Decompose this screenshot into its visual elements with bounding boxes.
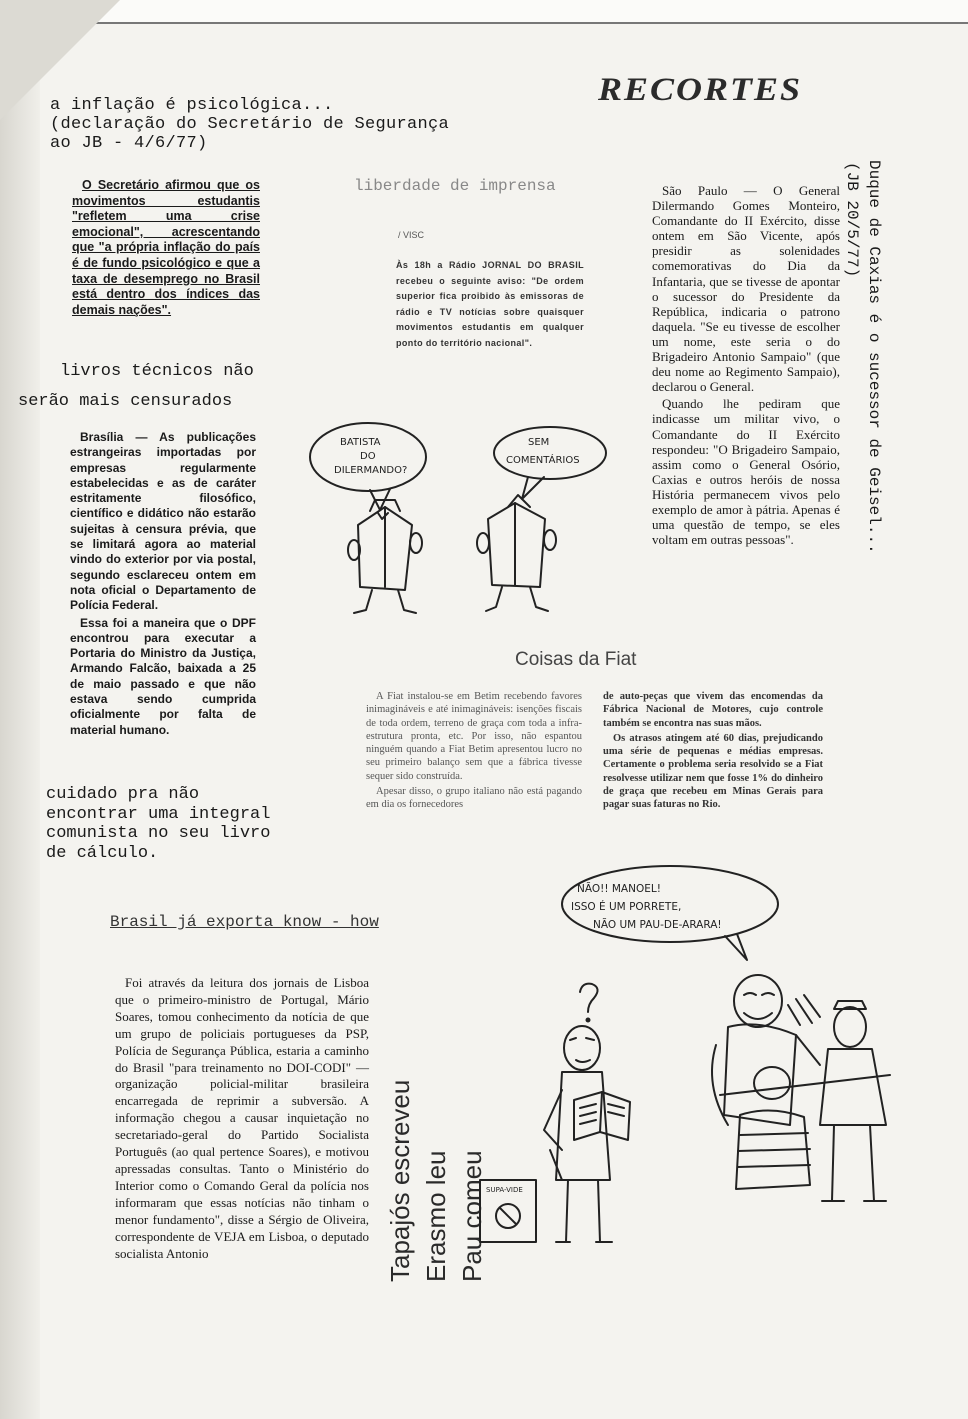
- inflation-quote-line1: a inflação é psicológica...: [50, 96, 334, 115]
- cuidado-line1: cuidado pra não: [46, 785, 200, 804]
- cartoon-newspaper-readers: [300, 415, 620, 625]
- folded-top-edge: [80, 0, 968, 24]
- caxias-line2: (JB 20/5/77): [843, 162, 861, 278]
- secretario-clip: [72, 178, 260, 320]
- cartoon-reading-figure: [470, 980, 670, 1260]
- fiat-title: Coisas da Fiat: [515, 649, 637, 670]
- balloon-left-line2: DO: [360, 451, 376, 462]
- inflation-quote-line3: ao JB - 4/6/77): [50, 134, 208, 153]
- balloon-right-line1: SEM: [528, 437, 550, 448]
- know-how-text: Foi através da leitura dos jornais de Lisboa que o primeiro-ministro de Portugal, Mário Soares, tomou conhecimento da notícia de que um grupo de policiais portugueses da PSP, Polícia de Segurança Pública, estaria a caminho do Brasil "para treinamento no DOI-CODI" — organização policial-militar brasileira encarregada de reprimir a subversão. A informação chegou a causar inquietação no secretariado-geral do Partido Socialista Português (ao qual pertence Soares), e motivou apressadas consultas. Tanto o Ministério do Interior como o Comando Geral da polícia nos informaram que essas notícias não tinham o menor fundamento", disse a Sérgio de Oliveira, correspondente de VEJA em Lisboa, o deputado socialista Antonio: [115, 975, 369, 1261]
- livros-heading-line2: serão mais censurados: [18, 392, 233, 411]
- know-how-clip: [115, 975, 369, 1264]
- liberdade-title: liberdade de imprensa: [354, 177, 556, 195]
- caxias-line1: Duque de Caxias é o sucessor de Geisel...: [865, 160, 883, 554]
- livros-heading: [18, 357, 254, 417]
- balloon-right-line2: COMENTÁRIOS: [506, 455, 580, 466]
- fiat-col1: [366, 690, 582, 814]
- sao-paulo-clip: [652, 183, 840, 549]
- balloon-left-line3: DILERMANDO?: [334, 465, 408, 476]
- recortes-header: RECORTES: [598, 71, 803, 107]
- vertical-phrase-2: Erasmo leu: [421, 1150, 451, 1282]
- paper-edge-shadow: [0, 0, 40, 1419]
- know-how-heading: Brasil já exporta know - how: [110, 913, 379, 931]
- livros-clip: [70, 430, 256, 740]
- sao-paulo-p1: São Paulo — O General Dilermando Gomes Monteiro, Comandante do II Exército, disse ontem em São Vicente, após presidir as solenidades comemorativas do Dia da Infantaria, que se tivesse de apontar o sucessor do Presidente da República, indicaria o patrono daquela. "Se eu tivesse de escolher um nome, este seria o do Brigadeiro Antonio Sampaio" (que deu nome ao Regimento Sampaio), declarou o General.: [652, 183, 840, 395]
- inflation-quote-line2: (declaração do Secretário de Segurança: [50, 115, 450, 134]
- cuidado-text: [46, 785, 270, 863]
- fiat-col1-p2: Apesar disso, o grupo italiano não está pagando em dia os fornecedores: [366, 786, 582, 811]
- sao-paulo-p2: Quando lhe pediram que indicasse um militar vivo, o Comandante do II Exército respondeu: "O Brigadeiro Sampaio, assim como o General Osório, Caxias e outros heróis de nossa História permanecem vivos pelo exemplo de amor à pátria. Apenas é uma questão de tempo, se eles voltam em outras pessoas".: [652, 396, 840, 548]
- torture-balloon-line3: NÃO UM PAU-DE-ARARA!: [593, 919, 722, 931]
- vertical-phrase-1: Tapajós escreveu: [385, 1079, 415, 1282]
- liberdade-clip: [396, 258, 584, 351]
- livros-p2: Essa foi a maneira que o DPF encontrou para executar a Portaria do Ministro da Justiça, Armando Falcão, baixada a 25 de maio passado e que não estava sendo cumprida oficialmente por falta de material humano.: [70, 615, 256, 737]
- balloon-left-line1: BATISTA: [340, 437, 381, 448]
- cuidado-line3: comunista no seu livro: [46, 824, 271, 843]
- fiat-col2-p1: de auto-peças que vivem das encomendas da Fábrica Nacional de Motores, cujo controle também se encontra nas suas mãos.: [603, 691, 823, 729]
- torture-balloon-line1: NÃO!! MANOEL!: [577, 883, 661, 895]
- torture-cartoon-balloon: [555, 862, 795, 962]
- fiat-col2: [603, 690, 823, 814]
- livros-p1: Brasília — As publicações estrangeiras importadas por empresas regularmente estabelecidas e as de caráter estritamente filosófico, científico e didático não estarão sujeitas à censura prévia, que se limitará agora ao material vindo do exterior por via postal, segundo esclareceu ontem em nota oficial o Departamento de Polícia Federal.: [70, 430, 256, 613]
- caxias-vertical-text: [841, 160, 885, 554]
- box-label: SUPA-VIDE: [486, 1186, 523, 1194]
- livros-heading-line1: livros técnicos não: [60, 362, 254, 381]
- cartoon-torture-scene: [700, 965, 900, 1215]
- fiat-col1-p1: A Fiat instalou-se em Betim recebendo favores inimagináveis e até inimagináveis: isenções fiscais de toda ordem, terreno de graça com toda a infra-estrutura pronta, etc. Por isso, não espantou ninguém quando a Fiat Betim apresentou lucro no seu primeiro balanço sem que a fábrica tivesse sequer sido construída.: [366, 691, 582, 782]
- torture-balloon-line2: ISSO É UM PORRETE,: [571, 901, 682, 913]
- liberdade-byline: / VISC: [398, 230, 425, 240]
- fiat-col2-p2: Os atrasos atingem até 60 dias, prejudicando uma série de pequenas e médias empresas. Certamente o problema seria resolvido se a Fiat resolvesse utilizar nem que fosse 1% do dinheiro de graça que recebeu em Minas Gerais para pagar suas faturas no Rio.: [603, 732, 823, 811]
- vertical-phrase-3: Pau comeu: [457, 1150, 487, 1282]
- cuidado-line4: de cálculo.: [46, 843, 159, 863]
- cuidado-line2: encontrar uma integral: [46, 804, 271, 824]
- inflation-quote: [50, 96, 530, 153]
- secretario-clip-text: O Secretário afirmou que os movimentos estudantis "refletem uma crise emocional", acrescentando que "a própria inflação do país é de fundo psicológico e que a taxa de desemprego no Brasil está dentro dos índices das demais nações".: [72, 178, 260, 317]
- liberdade-text: Às 18h a Rádio JORNAL DO BRASIL recebeu o seguinte aviso: "De ordem superior fica proibido às emissoras de rádio e TV notícias sobre quaisquer movimentos estudantis em qualquer ponto do território nacional".: [396, 260, 584, 348]
